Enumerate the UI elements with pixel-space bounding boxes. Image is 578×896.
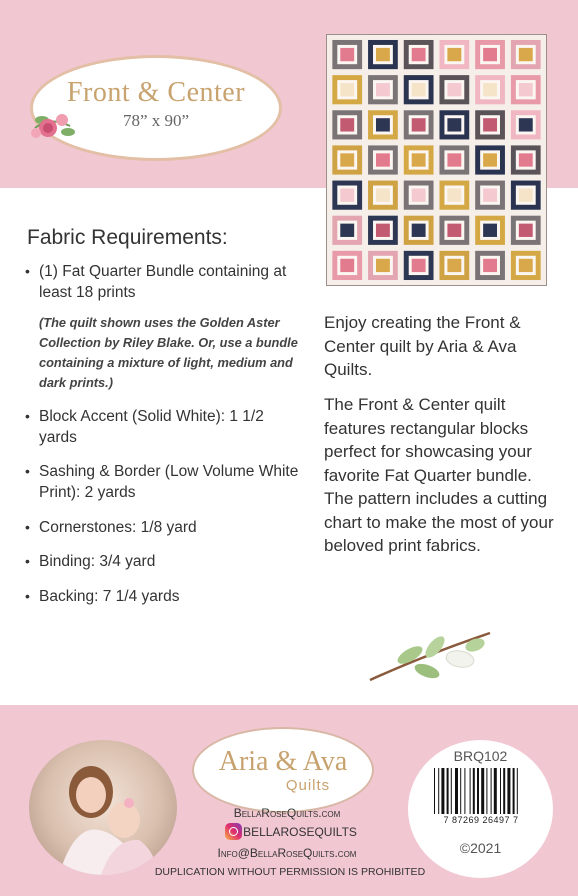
quilt-block-center <box>412 224 426 237</box>
barcode-bar <box>464 768 465 814</box>
description-paragraph: The Front & Center quilt features rectangular blocks perfect for showcasing your favorite Fat Quarter bundle. The pattern includes a cutting chart to make the most of your beloved print fabrics. <box>324 395 554 555</box>
req-item-binding: • Binding: 3/4 yard <box>25 551 305 572</box>
rose-flowers-icon <box>30 98 110 140</box>
quilt-block-center <box>447 153 461 166</box>
barcode-bar <box>500 768 501 814</box>
copyright-notice: DUPLICATION WITHOUT PERMISSION IS PROHIBITED <box>154 866 426 878</box>
barcode-digits: 7 87269 26497 7 <box>443 815 519 825</box>
leaf-branch-icon <box>365 625 495 685</box>
req-item-block-accent: • Block Accent (Solid White): 1 1/2 yards <box>25 406 305 448</box>
barcode-bar <box>434 768 435 814</box>
quilt-block-center <box>483 118 497 131</box>
brand-subname: Quilts <box>285 776 331 794</box>
sku-label: BRQ102 <box>453 748 508 764</box>
quilt-block-center <box>447 48 461 61</box>
quilt-block-center <box>483 224 497 237</box>
barcode-bar <box>494 768 497 814</box>
barcode-bar <box>470 768 471 814</box>
quilt-block-center <box>519 188 533 201</box>
quilt-block-center <box>340 48 354 61</box>
barcode-bar <box>507 768 510 814</box>
barcode-bar <box>503 768 505 814</box>
barcode-bar <box>491 768 492 814</box>
quilt-illustration <box>326 34 547 286</box>
quilt-block-center <box>519 48 533 61</box>
req-item-fat-quarter: • (1) Fat Quarter Bundle containing at least 18 prints <box>25 261 305 303</box>
quilt-block-center <box>376 224 390 237</box>
quilt-block-center <box>412 83 426 96</box>
quilt-block-center <box>340 224 354 237</box>
fabric-requirements-heading: Fabric Requirements: <box>27 226 228 249</box>
barcode-bar <box>447 768 449 814</box>
quilt-block-center <box>340 83 354 96</box>
req-item-sashing-border: • Sashing & Border (Low Volume White Print): 2 yards <box>25 461 305 503</box>
quilt-block-center <box>483 188 497 201</box>
quilt-block-center <box>447 259 461 272</box>
quilt-block-center <box>519 153 533 166</box>
barcode-bar <box>517 768 518 814</box>
quilt-block-center <box>447 118 461 131</box>
quilt-block-center <box>447 224 461 237</box>
quilt-block-center <box>340 153 354 166</box>
req-item-cornerstones: • Cornerstones: 1/8 yard <box>25 517 305 538</box>
pattern-title: Front & Center <box>66 77 246 108</box>
quilt-block-center <box>340 188 354 201</box>
instagram-handle[interactable]: BELLAROSEQUILTS <box>243 825 357 839</box>
quilt-block-center <box>376 48 390 61</box>
quilt-block-center <box>376 153 390 166</box>
quilt-block-center <box>483 83 497 96</box>
brand-name: Aria & Ava <box>218 745 348 777</box>
quilt-block-center <box>447 83 461 96</box>
copyright-year: ©2021 <box>459 840 502 856</box>
intro-paragraph: Enjoy creating the Front & Center quilt by Aria & Ava Quilts. <box>324 313 521 379</box>
barcode-icon <box>432 768 532 814</box>
quilt-block-center <box>519 83 533 96</box>
barcode-bar <box>460 768 461 814</box>
barcode-bar <box>441 768 444 814</box>
quilt-block-center <box>376 83 390 96</box>
quilt-block-center <box>412 259 426 272</box>
quilt-block-center <box>340 118 354 131</box>
quilt-block-center <box>519 118 533 131</box>
quilt-block-center <box>340 259 354 272</box>
quilt-block-center <box>483 48 497 61</box>
barcode-bar <box>513 768 515 814</box>
req-item-backing: • Backing: 7 1/4 yards <box>25 586 305 607</box>
quilt-block-center <box>483 153 497 166</box>
photo-of-girls <box>29 740 177 875</box>
barcode-bar <box>477 768 479 814</box>
barcode-bar <box>438 768 439 814</box>
email-link[interactable]: Info@BellaRoseQuilts.com <box>217 846 357 860</box>
quilt-block-center <box>483 259 497 272</box>
barcode-bar <box>473 768 475 814</box>
quilt-block-center <box>519 224 533 237</box>
quilt-block-center <box>376 259 390 272</box>
quilt-size: 78” x 90” <box>122 111 190 130</box>
quilt-block-center <box>447 188 461 201</box>
quilt-block-center <box>376 188 390 201</box>
barcode-bar <box>481 768 484 814</box>
barcode-bar <box>451 768 452 814</box>
barcode-bar <box>486 768 487 814</box>
brand-logo <box>192 727 374 813</box>
quilt-block-center <box>412 153 426 166</box>
fabric-note: (The quilt shown uses the Golden Aster Collection by Riley Blake. Or, use a bundle containing a mixture of light, medium and dark prints.) <box>39 315 298 390</box>
website-link[interactable]: BellaRoseQuilts.com <box>233 806 341 820</box>
quilt-block-center <box>519 259 533 272</box>
quilt-block-center <box>412 48 426 61</box>
quilt-block-center <box>412 188 426 201</box>
quilt-block-center <box>412 118 426 131</box>
quilt-block-center <box>376 118 390 131</box>
barcode-bar <box>455 768 458 814</box>
